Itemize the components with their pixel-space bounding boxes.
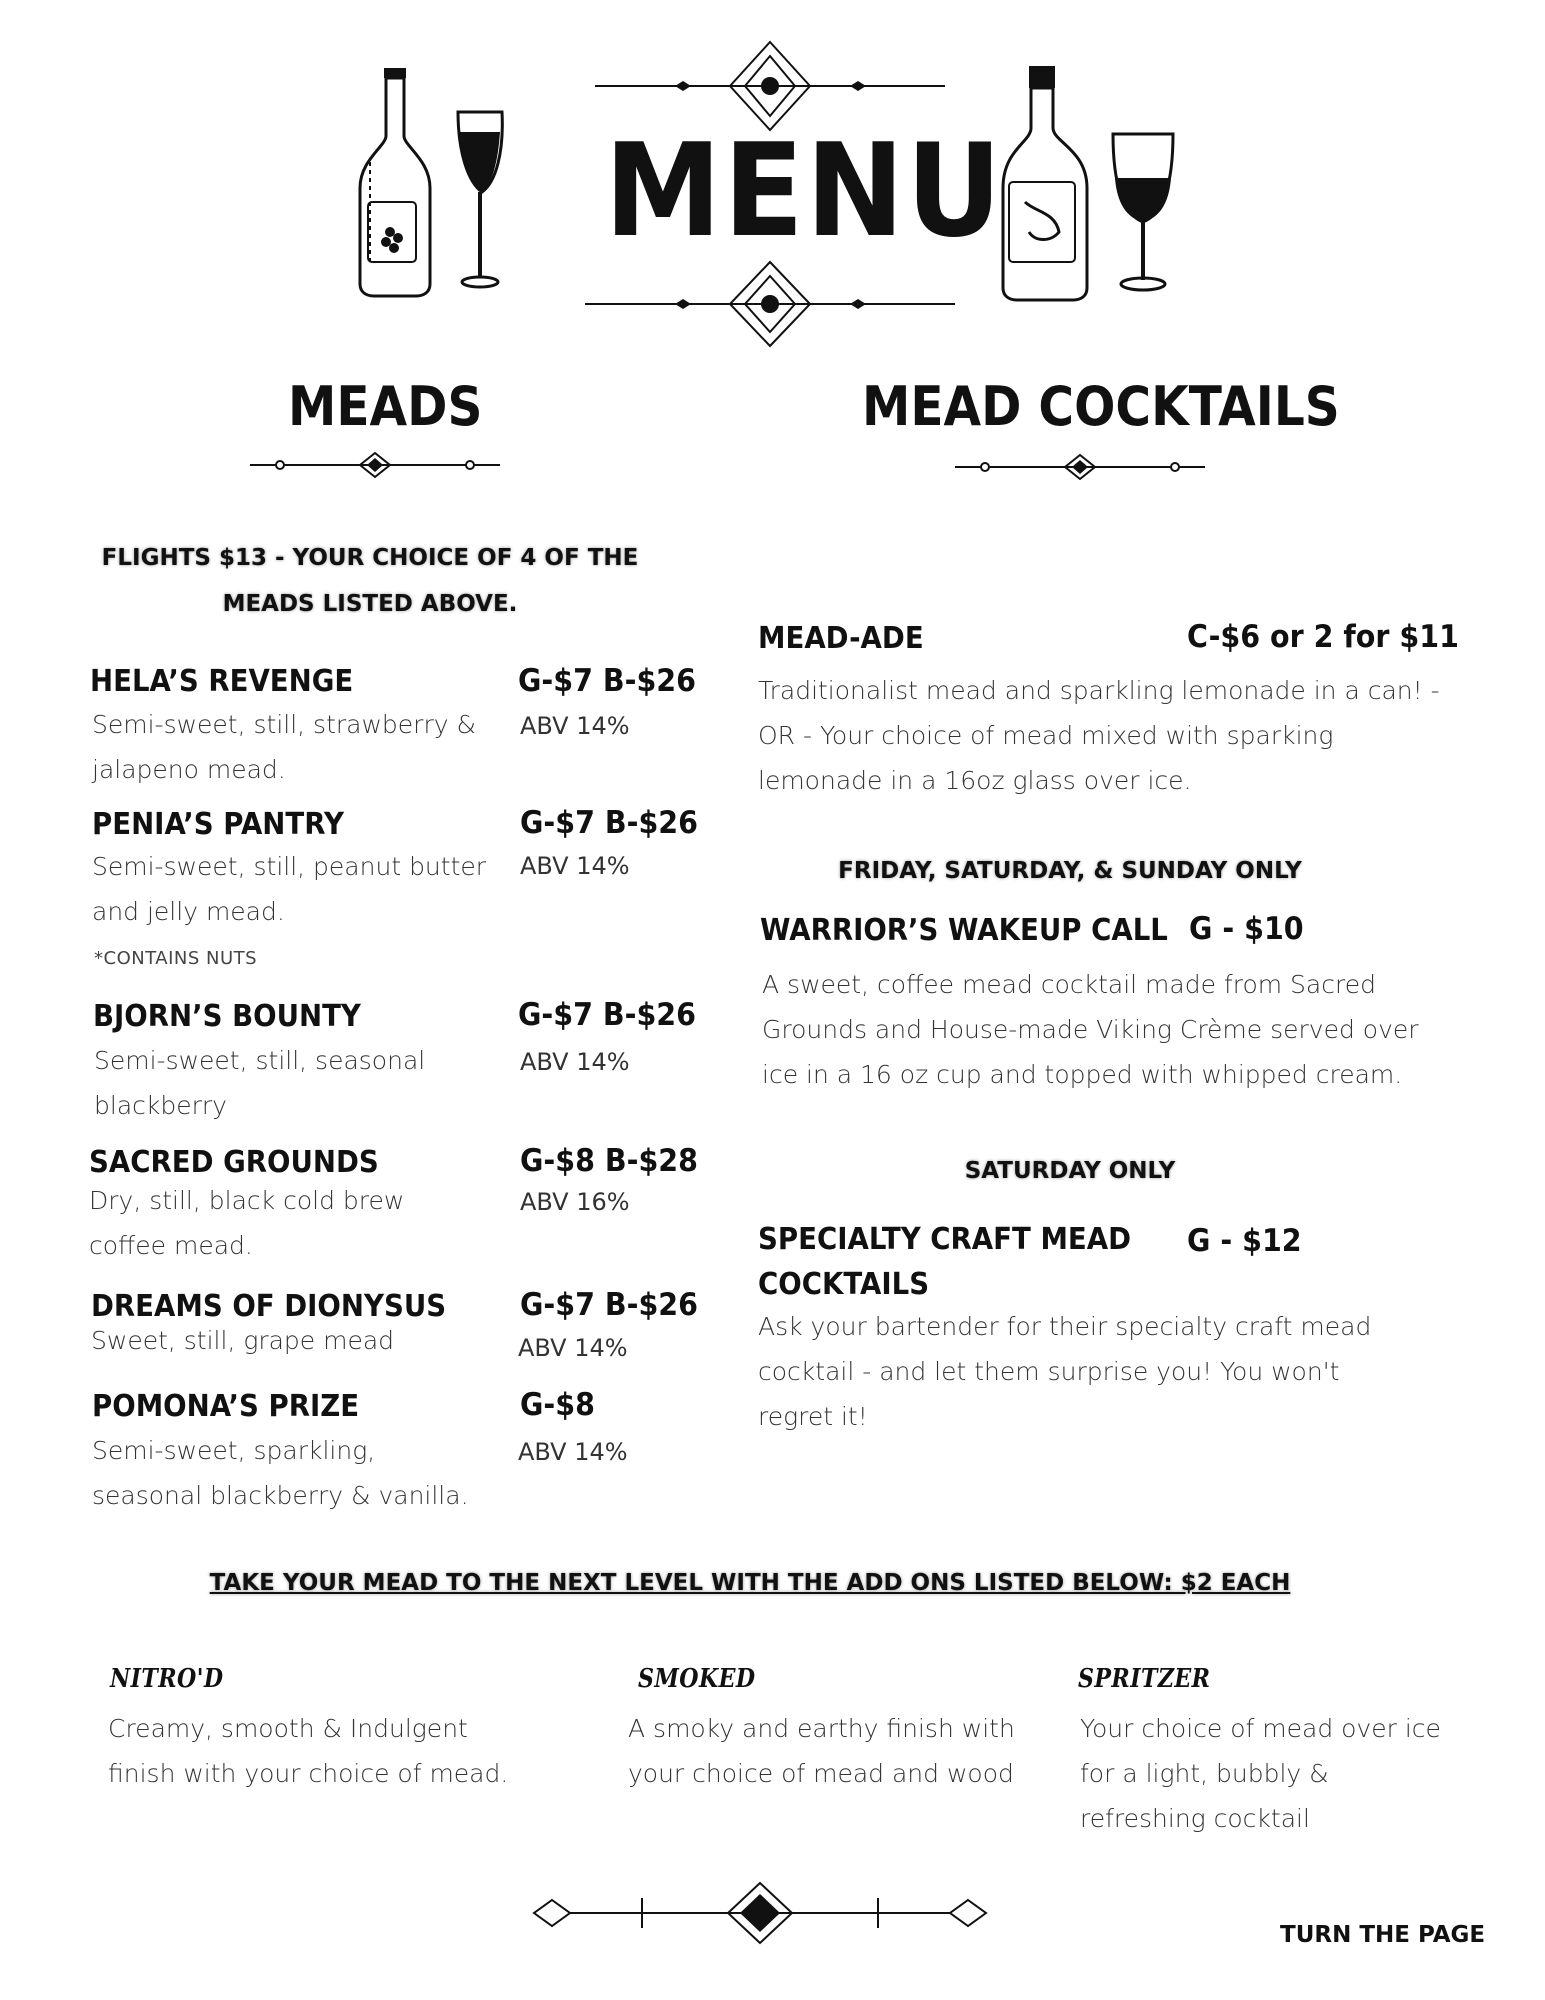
mead-price-bjorn: G-$7 B-$26 <box>518 997 696 1033</box>
mead-price-dionysus: G-$7 B-$26 <box>520 1287 698 1323</box>
mead-abv-sacred: ABV 16% <box>520 1188 630 1216</box>
cocktail-name-specialty-line1: SPECIALTY CRAFT MEAD <box>758 1222 1132 1257</box>
cocktail-desc-mead-ade: Traditionalist mead and sparkling lemonade in a can! - OR - Your choice of mead mixed with sparking lemonade in a 16oz glass over ice. <box>758 676 1440 795</box>
wine-bottle-left-icon <box>350 62 440 302</box>
mead-price-pomona: G-$8 <box>520 1387 595 1423</box>
cocktail-desc-warrior: A sweet, coffee mead cocktail made from Sacred Grounds and House-made Viking Crème served over ice in a 16 oz cup and topped with whipped cream. <box>762 970 1419 1089</box>
mead-name-bjorn: BJORN’S BOUNTY <box>93 999 361 1034</box>
page-title: MENU <box>604 117 1004 266</box>
addon-desc-spritzer: Your choice of mead over ice for a light, bubbly & refreshing cocktail <box>1080 1714 1441 1833</box>
cocktail-desc-specialty: Ask your bartender for their specialty craft mead cocktail - and let them surprise you! You won't regret it! <box>758 1312 1372 1431</box>
meads-section-title: MEADS <box>288 375 483 438</box>
mead-price-sacred: G-$8 B-$28 <box>520 1143 698 1179</box>
cocktail-price-mead-ade: C-$6 or 2 for $11 <box>1187 619 1459 655</box>
mead-name-hela: HELA’S REVENGE <box>90 664 354 699</box>
cocktail-price-specialty: G - $12 <box>1187 1223 1302 1259</box>
mead-abv-bjorn: ABV 14% <box>520 1048 630 1076</box>
mead-desc-pomona: Semi-sweet, sparkling, seasonal blackberry & vanilla. <box>92 1436 469 1510</box>
mead-desc-dionysus: Sweet, still, grape mead <box>91 1326 395 1355</box>
mead-desc-sacred: Dry, still, black cold brew coffee mead. <box>89 1186 405 1260</box>
mead-abv-penia: ABV 14% <box>520 852 630 880</box>
weekend-only-banner: FRIDAY, SATURDAY, & SUNDAY ONLY <box>838 858 1302 884</box>
cocktail-name-warrior: WARRIOR’S WAKEUP CALL <box>760 913 1168 948</box>
footer-ornament-icon <box>530 1878 990 1948</box>
mead-abv-hela: ABV 14% <box>520 712 630 740</box>
cocktail-name-mead-ade: MEAD-ADE <box>758 621 924 656</box>
mead-desc-penia: Semi-sweet, still, peanut butter and jelly mead. <box>92 852 487 926</box>
wine-bottle-right-icon <box>995 62 1095 312</box>
cocktails-divider-icon <box>955 452 1205 482</box>
title-ornament-top-icon <box>595 38 945 108</box>
mead-abv-dionysus: ABV 14% <box>518 1334 628 1362</box>
mead-price-penia: G-$7 B-$26 <box>520 805 698 841</box>
cocktail-name-specialty-line2: COCKTAILS <box>758 1267 930 1302</box>
mead-name-pomona: POMONA’S PRIZE <box>92 1389 360 1424</box>
cocktails-section-title: MEAD COCKTAILS <box>862 375 1340 438</box>
addon-name-nitro: NITRO'D <box>110 1664 224 1694</box>
addon-name-smoked: SMOKED <box>638 1664 756 1694</box>
mead-abv-pomona: ABV 14% <box>518 1438 628 1466</box>
mead-desc-bjorn: Semi-sweet, still, seasonal blackberry <box>94 1046 426 1120</box>
title-ornament-bottom-icon <box>585 262 955 352</box>
wine-glass-right-icon <box>1105 128 1185 308</box>
addon-desc-nitro: Creamy, smooth & Indulgent finish with your choice of mead. <box>108 1714 509 1788</box>
wine-glass-left-icon <box>450 108 510 308</box>
mead-price-hela: G-$7 B-$26 <box>518 663 696 699</box>
mead-note-penia: *CONTAINS NUTS <box>94 948 258 969</box>
mead-name-penia: PENIA’S PANTRY <box>92 807 344 842</box>
addon-desc-smoked: A smoky and earthy finish with your choice of mead and wood <box>628 1714 1015 1788</box>
cocktail-price-warrior: G - $10 <box>1189 911 1304 947</box>
mead-name-dionysus: DREAMS OF DIONYSUS <box>91 1289 447 1324</box>
flights-note: FLIGHTS $13 - YOUR CHOICE OF 4 OF THE MEADS LISTED ABOVE. <box>101 545 639 617</box>
mead-name-sacred: SACRED GROUNDS <box>89 1145 379 1180</box>
mead-desc-hela: Semi-sweet, still, strawberry & jalapeno mead. <box>92 710 476 784</box>
addon-name-spritzer: SPRITZER <box>1078 1664 1211 1694</box>
meads-divider-icon <box>250 450 500 480</box>
turn-page-label: TURN THE PAGE <box>1280 1922 1486 1948</box>
saturday-only-banner: SATURDAY ONLY <box>964 1158 1176 1184</box>
addons-banner: TAKE YOUR MEAD TO THE NEXT LEVEL WITH THE ADD ONS LISTED BELOW: $2 EACH <box>209 1570 1291 1596</box>
